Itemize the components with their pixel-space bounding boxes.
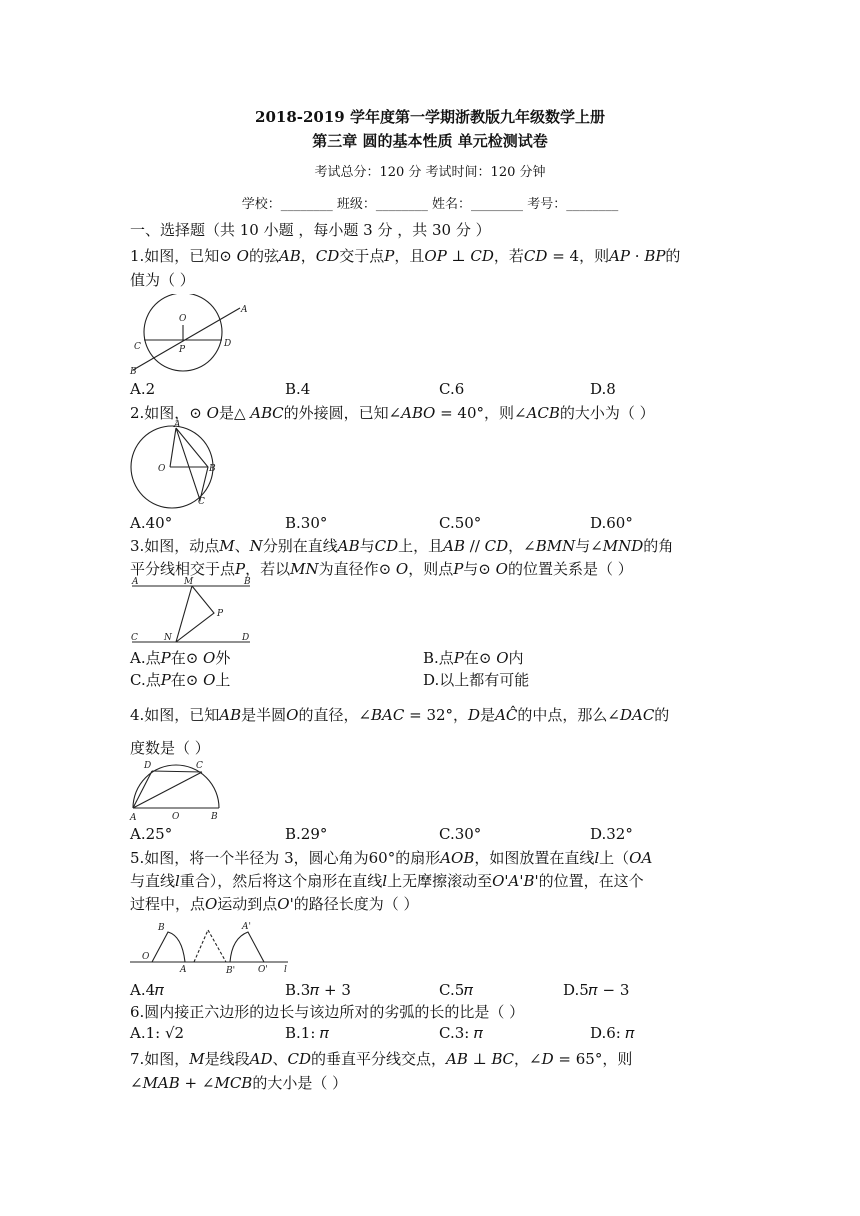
q1-option-d[interactable]: D.8 — [590, 380, 616, 398]
q1-stem-line1: 1.如图，已知⊙ 𝑂的弦𝐴𝐵，𝐶𝐷交于点𝑃，且𝑂𝑃 ⊥ 𝐶𝐷，若𝐶𝐷 = 4，则𝐴𝑃 · 𝐵𝑃的 — [130, 247, 681, 265]
q5-label-o: O — [142, 952, 150, 962]
q4-chord-dc — [152, 771, 202, 772]
q5-stem-line3: 过程中，点𝑂运动到点𝑂'的路径长度为（ ） — [130, 895, 419, 913]
q4-label-d: D — [144, 761, 152, 771]
q2-label-c: C — [198, 497, 205, 507]
q3-label-p: P — [217, 609, 224, 619]
q3-figure — [128, 575, 253, 645]
q3-stem-line1: 3.如图，动点𝑀、𝑁分别在直线𝐴𝐵与𝐶𝐷上，且𝐴𝐵 // 𝐶𝐷，∠𝐵𝑀𝑁与∠𝑀𝑁𝐷的角 — [130, 537, 674, 555]
q3-option-a[interactable]: A.点𝑃在⊙ 𝑂外 — [130, 649, 231, 667]
q1-label-c: C — [134, 342, 141, 352]
q1-label-o: O — [179, 314, 187, 324]
q5-sector-middle — [194, 930, 226, 962]
q4-option-c[interactable]: C.30° — [439, 825, 482, 843]
q2-label-b: B — [209, 464, 216, 474]
q4-label-c: C — [196, 761, 203, 771]
q3-label-b: B — [244, 577, 251, 587]
q6-option-c[interactable]: C.3: 𝜋 — [439, 1024, 483, 1042]
q4-chord-ac — [133, 772, 202, 808]
q1-label-a: A — [241, 305, 248, 315]
q5-sector-end — [230, 932, 264, 962]
q1-label-b: B — [130, 367, 137, 376]
q4-label-o: O — [172, 812, 180, 822]
q3-label-m: M — [184, 577, 194, 587]
q4-label-b: B — [211, 812, 218, 822]
q5-label-l: l — [284, 965, 287, 975]
q5-label-b-prime: B' — [226, 966, 236, 976]
q2-option-a[interactable]: A.40° — [130, 514, 173, 532]
q5-stem-line2: 与直线𝑙重合），然后将这个扇形在直线𝑙上无摩擦滚动至𝑂'𝐴'𝐵'的位置，在这个 — [130, 872, 644, 890]
q1-option-a[interactable]: A.2 — [130, 380, 156, 398]
section-heading: 一、选择题（共 10 小题 ，每小题 3 分 ，共 30 分 ） — [130, 221, 491, 239]
q5-option-d[interactable]: D.5𝜋 − 3 — [563, 981, 630, 999]
q1-option-b[interactable]: B.4 — [285, 380, 311, 398]
q5-option-c[interactable]: C.5𝜋 — [439, 981, 474, 999]
q2-figure — [128, 420, 223, 510]
q1-label-d: D — [224, 339, 232, 349]
q4-label-a: A — [130, 813, 137, 822]
q3-stem-line2: 平分线相交于点𝑃，若以𝑀𝑁为直径作⊙ 𝑂，则点𝑃与⊙ 𝑂的位置关系是（ ） — [130, 560, 633, 578]
q2-segment-oa — [170, 428, 176, 467]
q1-stem-line2: 值为（ ） — [130, 271, 195, 289]
q2-triangle — [176, 428, 208, 500]
exam-info: 考试总分：120 分 考试时间：120 分钟 — [314, 165, 546, 180]
q1-label-p: P — [179, 345, 186, 355]
q5-option-a[interactable]: A.4𝜋 — [130, 981, 165, 999]
q3-option-c[interactable]: C.点𝑃在⊙ 𝑂上 — [130, 671, 231, 689]
q3-label-d: D — [242, 633, 250, 643]
q1-option-c[interactable]: C.6 — [439, 380, 465, 398]
q7-stem-line2: ∠𝑀𝐴𝐵 + ∠𝑀𝐶𝐵的大小是（ ） — [130, 1074, 348, 1092]
q5-label-a-prime: A' — [242, 922, 251, 932]
doc-title: 2018-2019 学年度第一学期浙教版九年级数学上册 — [255, 108, 605, 126]
q7-stem-line1: 7.如图，𝑀是线段𝐴𝐷、𝐶𝐷的垂直平分线交点，𝐴𝐵 ⊥ 𝐵𝐶，∠𝐷 = 65°，则 — [130, 1050, 633, 1068]
q4-option-d[interactable]: D.32° — [590, 825, 633, 843]
q4-stem-line1: 4.如图，已知𝐴𝐵是半圆𝑂的直径，∠𝐵𝐴𝐶 = 32°，𝐷是𝐴𝐶̂的中点，那么∠𝐷𝐴𝐶的 — [130, 706, 670, 724]
q2-option-d[interactable]: D.60° — [590, 514, 633, 532]
q3-segment-mn — [176, 586, 192, 642]
q2-option-b[interactable]: B.30° — [285, 514, 328, 532]
q5-label-a: A — [180, 965, 187, 975]
q6-stem-line1: 6.圆内接正六边形的边长与该边所对的劣弧的长的比是（ ） — [130, 1003, 525, 1021]
q2-label-o: O — [158, 464, 166, 474]
doc-subtitle: 第三章 圆的基本性质 单元检测试卷 — [312, 132, 548, 150]
q3-option-d[interactable]: D.以上都有可能 — [423, 671, 530, 689]
q3-label-n: N — [164, 633, 172, 643]
q3-label-c: C — [131, 633, 138, 643]
q5-option-b[interactable]: B.3𝜋 + 3 — [285, 981, 351, 999]
q4-figure — [128, 758, 228, 822]
q2-option-c[interactable]: C.50° — [439, 514, 482, 532]
q3-option-b[interactable]: B.点𝑃在⊙ 𝑂内 — [423, 649, 524, 667]
q5-label-b: B — [158, 923, 165, 933]
q6-option-b[interactable]: B.1: 𝜋 — [285, 1024, 330, 1042]
q1-figure — [128, 294, 258, 376]
q5-sector-start — [152, 932, 185, 962]
q5-figure — [128, 918, 293, 976]
q5-stem-line1: 5.如图，将一个半径为 3，圆心角为60°的扇形𝐴𝑂𝐵，如图放置在直线𝑙上（𝑂𝐴 — [130, 849, 653, 867]
q6-option-a[interactable]: A.1: √2 — [130, 1024, 185, 1042]
q4-option-a[interactable]: A.25° — [130, 825, 173, 843]
q3-bisectors — [176, 586, 214, 642]
q2-label-a: A — [174, 420, 181, 430]
q5-label-o-prime: O' — [258, 965, 268, 975]
q6-option-d[interactable]: D.6: 𝜋 — [590, 1024, 635, 1042]
q2-stem-line1: 2.如图，⊙ 𝑂是△ 𝐴𝐵𝐶的外接圆，已知∠𝐴𝐵𝑂 = 40°，则∠𝐴𝐶𝐵的大小为（ ） — [130, 404, 655, 422]
q4-option-b[interactable]: B.29° — [285, 825, 328, 843]
q4-stem-line2: 度数是（ ） — [130, 739, 210, 757]
q3-label-a: A — [132, 577, 139, 587]
student-info: 学校：________ 班级：________ 姓名：________ 考号：________ — [241, 197, 619, 212]
